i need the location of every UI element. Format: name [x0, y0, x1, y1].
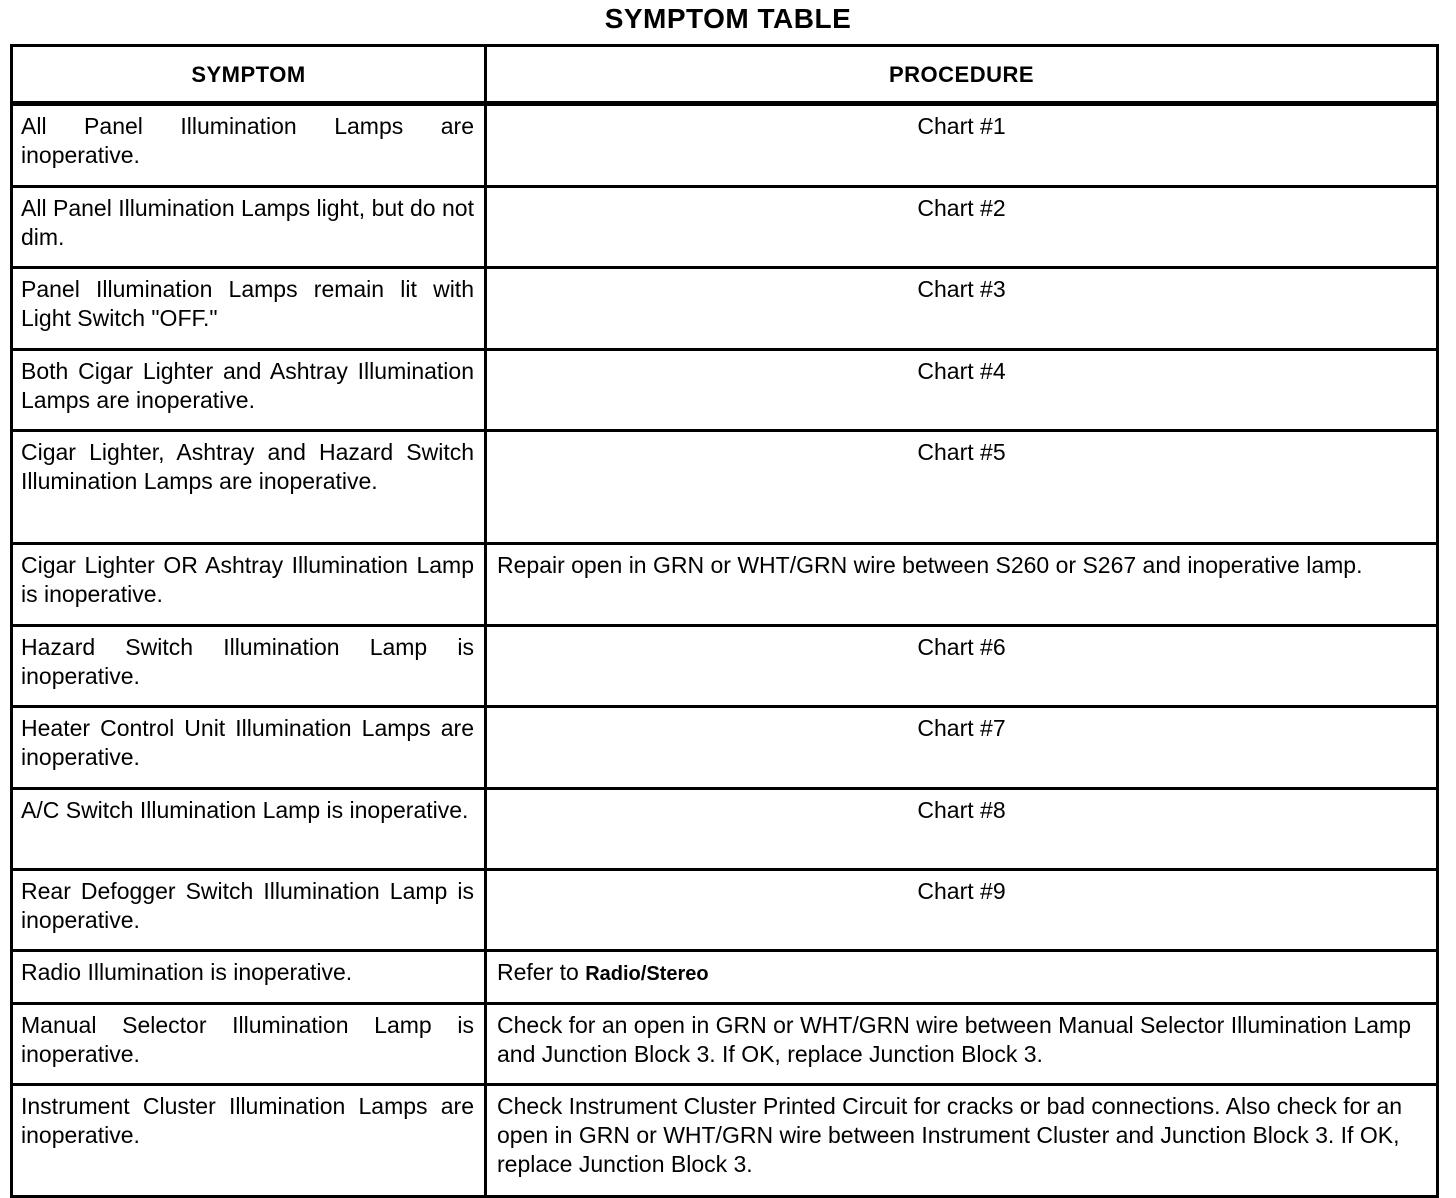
table-row — [12, 350, 1438, 431]
symptom-cell: Hazard Switch Illumination Lamp is inoperative. — [12, 626, 486, 707]
procedure-cell: Chart #4 — [486, 350, 1438, 431]
procedure-cell: Chart #2 — [486, 187, 1438, 268]
symptom-cell: Heater Control Unit Illumination Lamps are inoperative. — [12, 707, 486, 789]
table-row — [12, 1085, 1438, 1197]
procedure-cell: Chart #8 — [486, 789, 1438, 870]
procedure-cell: Repair open in GRN or WHT/GRN wire between S260 or S267 and inoperative lamp. — [486, 544, 1438, 626]
table-row — [12, 951, 1438, 1004]
symptom-cell: Cigar Lighter, Ashtray and Hazard Switch Illumination Lamps are inoperative. — [12, 431, 486, 544]
table-row — [12, 544, 1438, 626]
header-symptom: SYMPTOM — [12, 46, 486, 104]
table-row — [12, 1004, 1438, 1085]
symptom-cell: All Panel Illumination Lamps are inoperative. — [12, 104, 486, 187]
table-row — [12, 431, 1438, 544]
table-header-row — [12, 46, 1438, 104]
table-row — [12, 789, 1438, 870]
procedure-cell: Chart #5 — [486, 431, 1438, 544]
table-row — [12, 104, 1438, 187]
symptom-cell: Cigar Lighter OR Ashtray Illumination Lamp is inoperative. — [12, 544, 486, 626]
symptom-cell: Rear Defogger Switch Illumination Lamp is inoperative. — [12, 870, 486, 951]
table-row — [12, 268, 1438, 350]
procedure-cell: Chart #9 — [486, 870, 1438, 951]
header-procedure: PROCEDURE — [486, 46, 1438, 104]
symptom-cell: All Panel Illumination Lamps light, but do not dim. — [12, 187, 486, 268]
symptom-cell: A/C Switch Illumination Lamp is inoperative. — [12, 789, 486, 870]
procedure-cell: Check for an open in GRN or WHT/GRN wire between Manual Selector Illumination Lamp and Junction Block 3. If OK, replace Junction Block 3. — [486, 1004, 1438, 1085]
symptom-cell: Instrument Cluster Illumination Lamps are inoperative. — [12, 1085, 486, 1197]
procedure-cell: Chart #1 — [486, 104, 1438, 187]
procedure-cell: Chart #7 — [486, 707, 1438, 789]
symptom-cell: Manual Selector Illumination Lamp is inoperative. — [12, 1004, 486, 1085]
procedure-cell — [486, 951, 1438, 1004]
table-row — [12, 707, 1438, 789]
procedure-prefix: Refer to — [497, 959, 586, 985]
procedure-cell: Chart #6 — [486, 626, 1438, 707]
table-row — [12, 870, 1438, 951]
symptom-cell: Radio Illumination is inoperative. — [12, 951, 486, 1004]
symptom-table — [10, 44, 1439, 1198]
procedure-reference: Radio/Stereo — [585, 963, 709, 985]
symptom-cell: Both Cigar Lighter and Ashtray Illumination Lamps are inoperative. — [12, 350, 486, 431]
page-title: SYMPTOM TABLE — [604, 3, 852, 34]
table-row — [12, 187, 1438, 268]
table-row — [12, 626, 1438, 707]
procedure-cell: Chart #3 — [486, 268, 1438, 350]
symptom-cell: Panel Illumination Lamps remain lit with Light Switch "OFF." — [12, 268, 486, 350]
procedure-cell: Check Instrument Cluster Printed Circuit for cracks or bad connections. Also check for an open in GRN or WHT/GRN wire between Instrument Cluster and Junction Block 3. If OK, replace Junction Block 3. — [486, 1085, 1438, 1197]
